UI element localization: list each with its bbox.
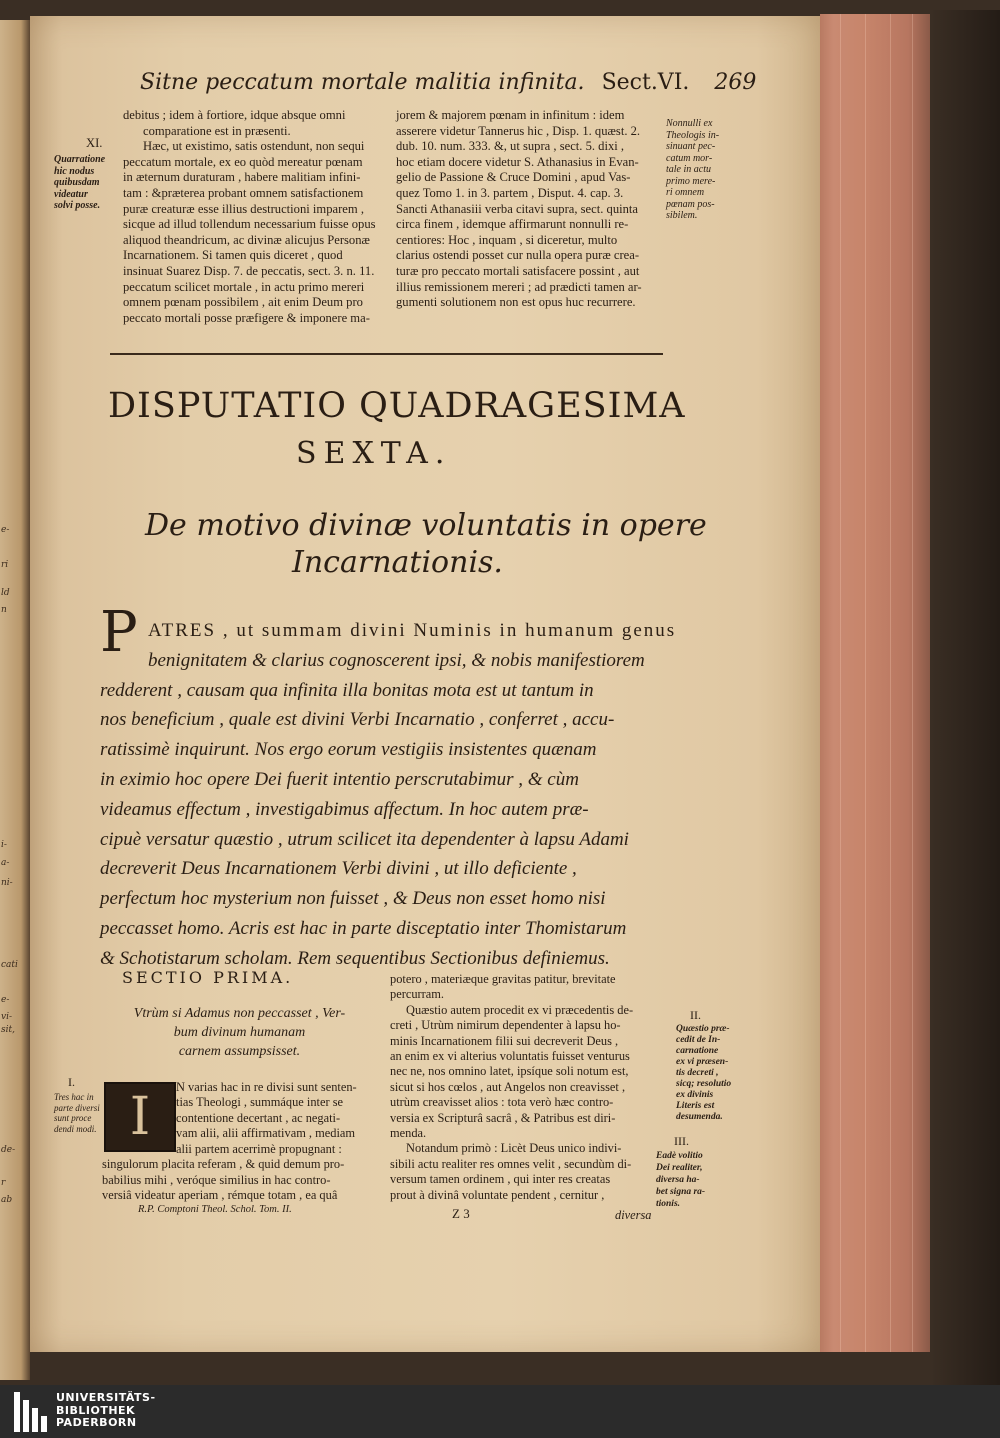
text-line: in æternum duraturam , habere malitiam infini- (123, 170, 361, 185)
margin-line: sunt proce (54, 1113, 92, 1123)
margin-line: Tres hac in (54, 1092, 94, 1102)
margin-line: pœnam pos- (666, 198, 715, 210)
text-line: aliquod theandricum, ac divinæ alicujus Personæ (123, 232, 370, 247)
text-line: Quæstio autem procedit ex vi præcedentis de- (406, 1002, 634, 1017)
text-line: sibili actu realiter res omnes velit , secundùm di- (390, 1156, 632, 1171)
text-line: nec ne, nos omnino latet, ipsíque soli notum est, (390, 1064, 629, 1079)
margin-line: sinuant pec- (666, 141, 716, 152)
page-number: 269 (714, 70, 757, 95)
intro-line: in eximio hoc opere Dei fuerit intentio perscrutabimur , & cùm (100, 768, 579, 790)
bottom-column-left-beside-cap (176, 1080, 376, 1142)
margin-note-iii (656, 1150, 726, 1210)
left-fragment: sit, (1, 1025, 15, 1035)
text-line: versia ex Scripturâ sacrâ , & Patribus est diri- (390, 1110, 616, 1125)
margin-note-i (54, 1092, 102, 1134)
margin-line: Eadè volitio (656, 1151, 703, 1161)
bottom-column-left-continued (102, 1142, 377, 1204)
text-line: babilius mihi , veróque similius in hac contro- (102, 1172, 331, 1187)
margin-number-ii: II. (690, 1008, 701, 1022)
text-line: potero , materiæque gravitas patitur, brevitate (390, 972, 616, 986)
text-line: prout à divinâ voluntate pendent , cernitur , (390, 1187, 605, 1202)
margin-note-ii (676, 1024, 736, 1123)
left-fragment: ri (1, 560, 9, 570)
text-line: clarius ostendi posset cur nulla opera puræ crea- (396, 248, 640, 263)
text-line: circa finem , idemque affirmarunt nonnulli re- (396, 217, 629, 232)
left-fragment: e- (1, 525, 10, 535)
text-line: singulorum placita referam , & quid demum pro- (102, 1157, 345, 1172)
left-fragment: vi- (1, 1012, 13, 1022)
margin-line: solvi posse. (54, 200, 101, 211)
left-page-margin-fragments (0, 20, 30, 1380)
edge-line (890, 14, 891, 1352)
left-fragment: ld (1, 588, 10, 598)
question-line: carnem assumpsisset. (178, 1044, 301, 1059)
margin-number-iii: III. (674, 1134, 689, 1148)
logo-bar (32, 1408, 38, 1432)
library-logo-icon (14, 1392, 50, 1432)
margin-note-top-right (666, 118, 736, 222)
text-line: gelio de Passione & Cruce Domini , apud Vas- (396, 170, 631, 185)
text-line: puræ creaturæ esse illius destructioni imparem , (123, 201, 364, 216)
left-fragment: cati (1, 960, 18, 970)
edge-line (840, 14, 841, 1352)
intro-line: cipuè versatur quæstio , utrum scilicet ita dependenter à lapsu Adami (100, 828, 629, 850)
catchword: diversa (615, 1208, 652, 1222)
margin-line: ex vi præsen- (676, 1057, 729, 1067)
margin-line: tale in actu (666, 164, 711, 175)
text-line: tias Theologi , summáque inter se (176, 1095, 344, 1110)
intro-line: videamus effectum , investigabimus affectum. In hoc autem præ- (100, 798, 589, 820)
margin-line: Dei realiter, (656, 1163, 703, 1173)
top-column-right (396, 108, 666, 311)
text-line: sicque ad illud tollendum necessarium fuisse opus (123, 217, 376, 232)
text-line: Sancti Athanasiii verba citavi supra, sect. quinta (396, 201, 639, 216)
left-fragment: ab (1, 1195, 13, 1205)
edge-line (912, 14, 913, 1352)
text-line: percurram. (390, 987, 445, 1002)
intro-line: & Schotistarum scholam. Rem sequentibus Sectionibus definiemus. (100, 947, 610, 969)
left-fragment: de- (1, 1145, 16, 1155)
text-line: centiores: Hoc , inquam , si diceretur, multo (396, 232, 618, 247)
margin-line: quibusdam (54, 177, 100, 188)
text-line: utrùm creavisset alios : tota verò hæc contro- (390, 1095, 614, 1110)
text-line: minis Incarnationem filii sui decreverit Deus , (390, 1033, 619, 1048)
intro-line: ATRES , ut summam divini Numinis in humanum genus (148, 620, 677, 641)
margin-line: ex divinis (676, 1090, 714, 1100)
margin-line: tis decreti , (676, 1068, 719, 1078)
running-head (140, 70, 756, 95)
text-line: Hæc, ut existimo, satis ostendunt, non sequi (143, 139, 365, 154)
disputatio-subtitle: SEXTA. (296, 436, 452, 471)
margin-line: parte diversi (54, 1102, 100, 1113)
text-line: Incarnationem. Si tamen quis diceret , quod (123, 248, 343, 263)
signature-mark: Z 3 (452, 1206, 470, 1221)
library-name (56, 1392, 156, 1430)
margin-line: primo mere- (666, 175, 716, 187)
text-line: gumenti solutionem non est opus huc recurrere. (396, 295, 636, 310)
text-line: tam : &præterea probant omnem satisfactionem (123, 185, 364, 200)
text-line: an enim ex vi alterius voluntatis fuisset venturus (390, 1049, 630, 1064)
intro-line: benignitatem & clarius cognoscerent ipsi, & nobis manifestiorem (148, 649, 645, 671)
drop-cap-letter: I (129, 1087, 151, 1147)
running-head-section: Sect.VI. (601, 70, 690, 95)
margin-line: Nonnulli ex (666, 118, 713, 129)
left-fragment: a- (1, 858, 10, 868)
text-line: debitus ; idem à fortiore, idque absque omni (123, 108, 346, 122)
intro-line: peccasset homo. Acris est hac in parte disceptatio inter Thomistarum (100, 917, 627, 939)
margin-line: hic nodus (54, 165, 95, 177)
text-line: jorem & majorem pœnam in infinitum : idem (396, 108, 625, 122)
intro-line: decreverit Deus Incarnationem Verbi divini , ut illo deficiente , (100, 858, 577, 880)
top-column-left (123, 108, 388, 326)
text-line: dub. 10. num. 333. &, ut supra , sect. 5. dixi , (396, 139, 625, 154)
book-cover-edge (930, 10, 1000, 1385)
text-line: creti , Utrùm nimirum dependenter à lapsu ho- (390, 1018, 621, 1033)
margin-line: tionis. (656, 1199, 681, 1209)
margin-line: Literis est (676, 1101, 715, 1111)
page-edges-red (820, 14, 930, 1352)
left-fragment: r (1, 1178, 6, 1188)
margin-line: videatur (54, 188, 88, 200)
margin-line: sicq; resolutio (676, 1079, 732, 1089)
margin-line: carnatione (676, 1046, 719, 1056)
text-line: hoc etiam docere videtur S. Athanasius in Evan- (396, 154, 639, 169)
margin-line: diversa ha- (656, 1175, 700, 1185)
sectio-heading: SECTIO PRIMA. (122, 968, 294, 987)
library-name-line: BIBLIOTHEK (56, 1403, 136, 1417)
text-line: omnem pœnam possibilem , ait enim Deum pro (123, 295, 363, 310)
footer-author-line: R.P. Comptoni Theol. Schol. Tom. II. (138, 1204, 292, 1215)
question-line: Vtrùm si Adamus non peccasset , Ver- (133, 1006, 346, 1021)
text-line: peccatum mortale, ex eo quòd mereatur pœnam (123, 154, 363, 169)
margin-line: cedit de In- (676, 1035, 721, 1045)
left-fragment: n (1, 605, 7, 615)
running-head-title: Sitne peccatum mortale malitia infinita. (140, 70, 585, 95)
intro-line: perfectum hoc mysterium non fuisset , & Deus non esset homo nisi (100, 888, 606, 910)
text-line: versiâ videatur aperiam , rémque totam , ea quâ (102, 1188, 338, 1203)
left-fragment: i- (1, 840, 7, 850)
sectio-question (102, 1004, 377, 1061)
margin-line: desumenda. (676, 1112, 723, 1122)
text-line: peccato mortali posse præfigere & imponere ma- (123, 310, 370, 325)
intro-line: ratissimè inquirunt. Nos ergo eorum vestigiis insistentes quænam (100, 739, 597, 761)
left-fragment: e- (1, 995, 10, 1005)
library-name-line: UNIVERSITÄTS- (56, 1391, 156, 1404)
intro-initial: P (100, 600, 138, 665)
margin-line: bet signa ra- (656, 1187, 706, 1197)
text-line: Notandum primò : Licèt Deus unico indivi- (406, 1141, 622, 1156)
text-line: insinuat Suarez Disp. 7. de peccatis, sect. 3. n. 11. (123, 263, 375, 278)
text-line: quez Tomo 1. in 3. partem , Disput. 4. cap. 3. (396, 185, 624, 200)
logo-bar (23, 1400, 29, 1432)
question-line: bum divinum humanam (173, 1025, 306, 1040)
margin-line: Quarratione (54, 154, 106, 165)
library-name-line: PADERBORN (56, 1416, 137, 1429)
margin-line: sibilem. (666, 210, 698, 221)
margin-note-xi (54, 154, 119, 212)
margin-line: catum mor- (666, 152, 713, 164)
left-page-edge (0, 20, 30, 1380)
margin-number-xi: XI. (86, 136, 103, 150)
margin-line: Quæstio præ- (676, 1024, 730, 1034)
text-line: comparatione est in præsenti. (143, 123, 291, 138)
margin-line: ri omnem (666, 187, 705, 198)
text-line: versum tamen ordinem , qui inter res creatas (390, 1172, 611, 1187)
intro-paragraph (100, 616, 677, 974)
text-line: illius remissionem mereri ; ad prædicti tamen ar- (396, 279, 642, 294)
text-line: menda. (390, 1126, 427, 1141)
section-rule (110, 353, 663, 355)
text-line: sicut si hos cœlos , aut Angelos non creavisset , (390, 1079, 626, 1094)
text-line: turæ pro peccato mortali satisfacere possint , aut (396, 263, 640, 278)
intro-line: redderent , causam qua infinita illa bonitas mota est ut tantum in (100, 679, 594, 701)
left-fragment: ni- (1, 878, 13, 888)
text-line: contentione decertant , ac negati- (176, 1110, 341, 1125)
text-line: vam alii, alii affirmativam , mediam (176, 1126, 356, 1141)
topic-line-2: Incarnationis. (292, 545, 503, 580)
margin-number-i: I. (68, 1075, 75, 1089)
edge-line (865, 14, 866, 1352)
bottom-column-right (390, 972, 660, 1203)
logo-bar (41, 1416, 47, 1432)
margin-line: Theologis in- (666, 129, 720, 141)
text-line: alii partem acerrimè propugnant : (176, 1142, 342, 1156)
disputatio-title: DISPUTATIO QUADRAGESIMA (108, 386, 686, 426)
text-line: peccatum scilicet mortale , in actu primo mereri (123, 279, 365, 294)
margin-line: dendi modi. (54, 1123, 97, 1134)
topic-line-1: De motivo divinæ voluntatis in opere (145, 508, 707, 543)
text-line: N varias hac in re divisi sunt senten- (176, 1080, 357, 1094)
text-line: asserere videtur Tannerus hic , Disp. 1. quæst. 2. (396, 123, 641, 138)
intro-line: nos beneficium , quale est divini Verbi Incarnatio , conferret , accu- (100, 709, 615, 731)
logo-bar (14, 1392, 20, 1432)
